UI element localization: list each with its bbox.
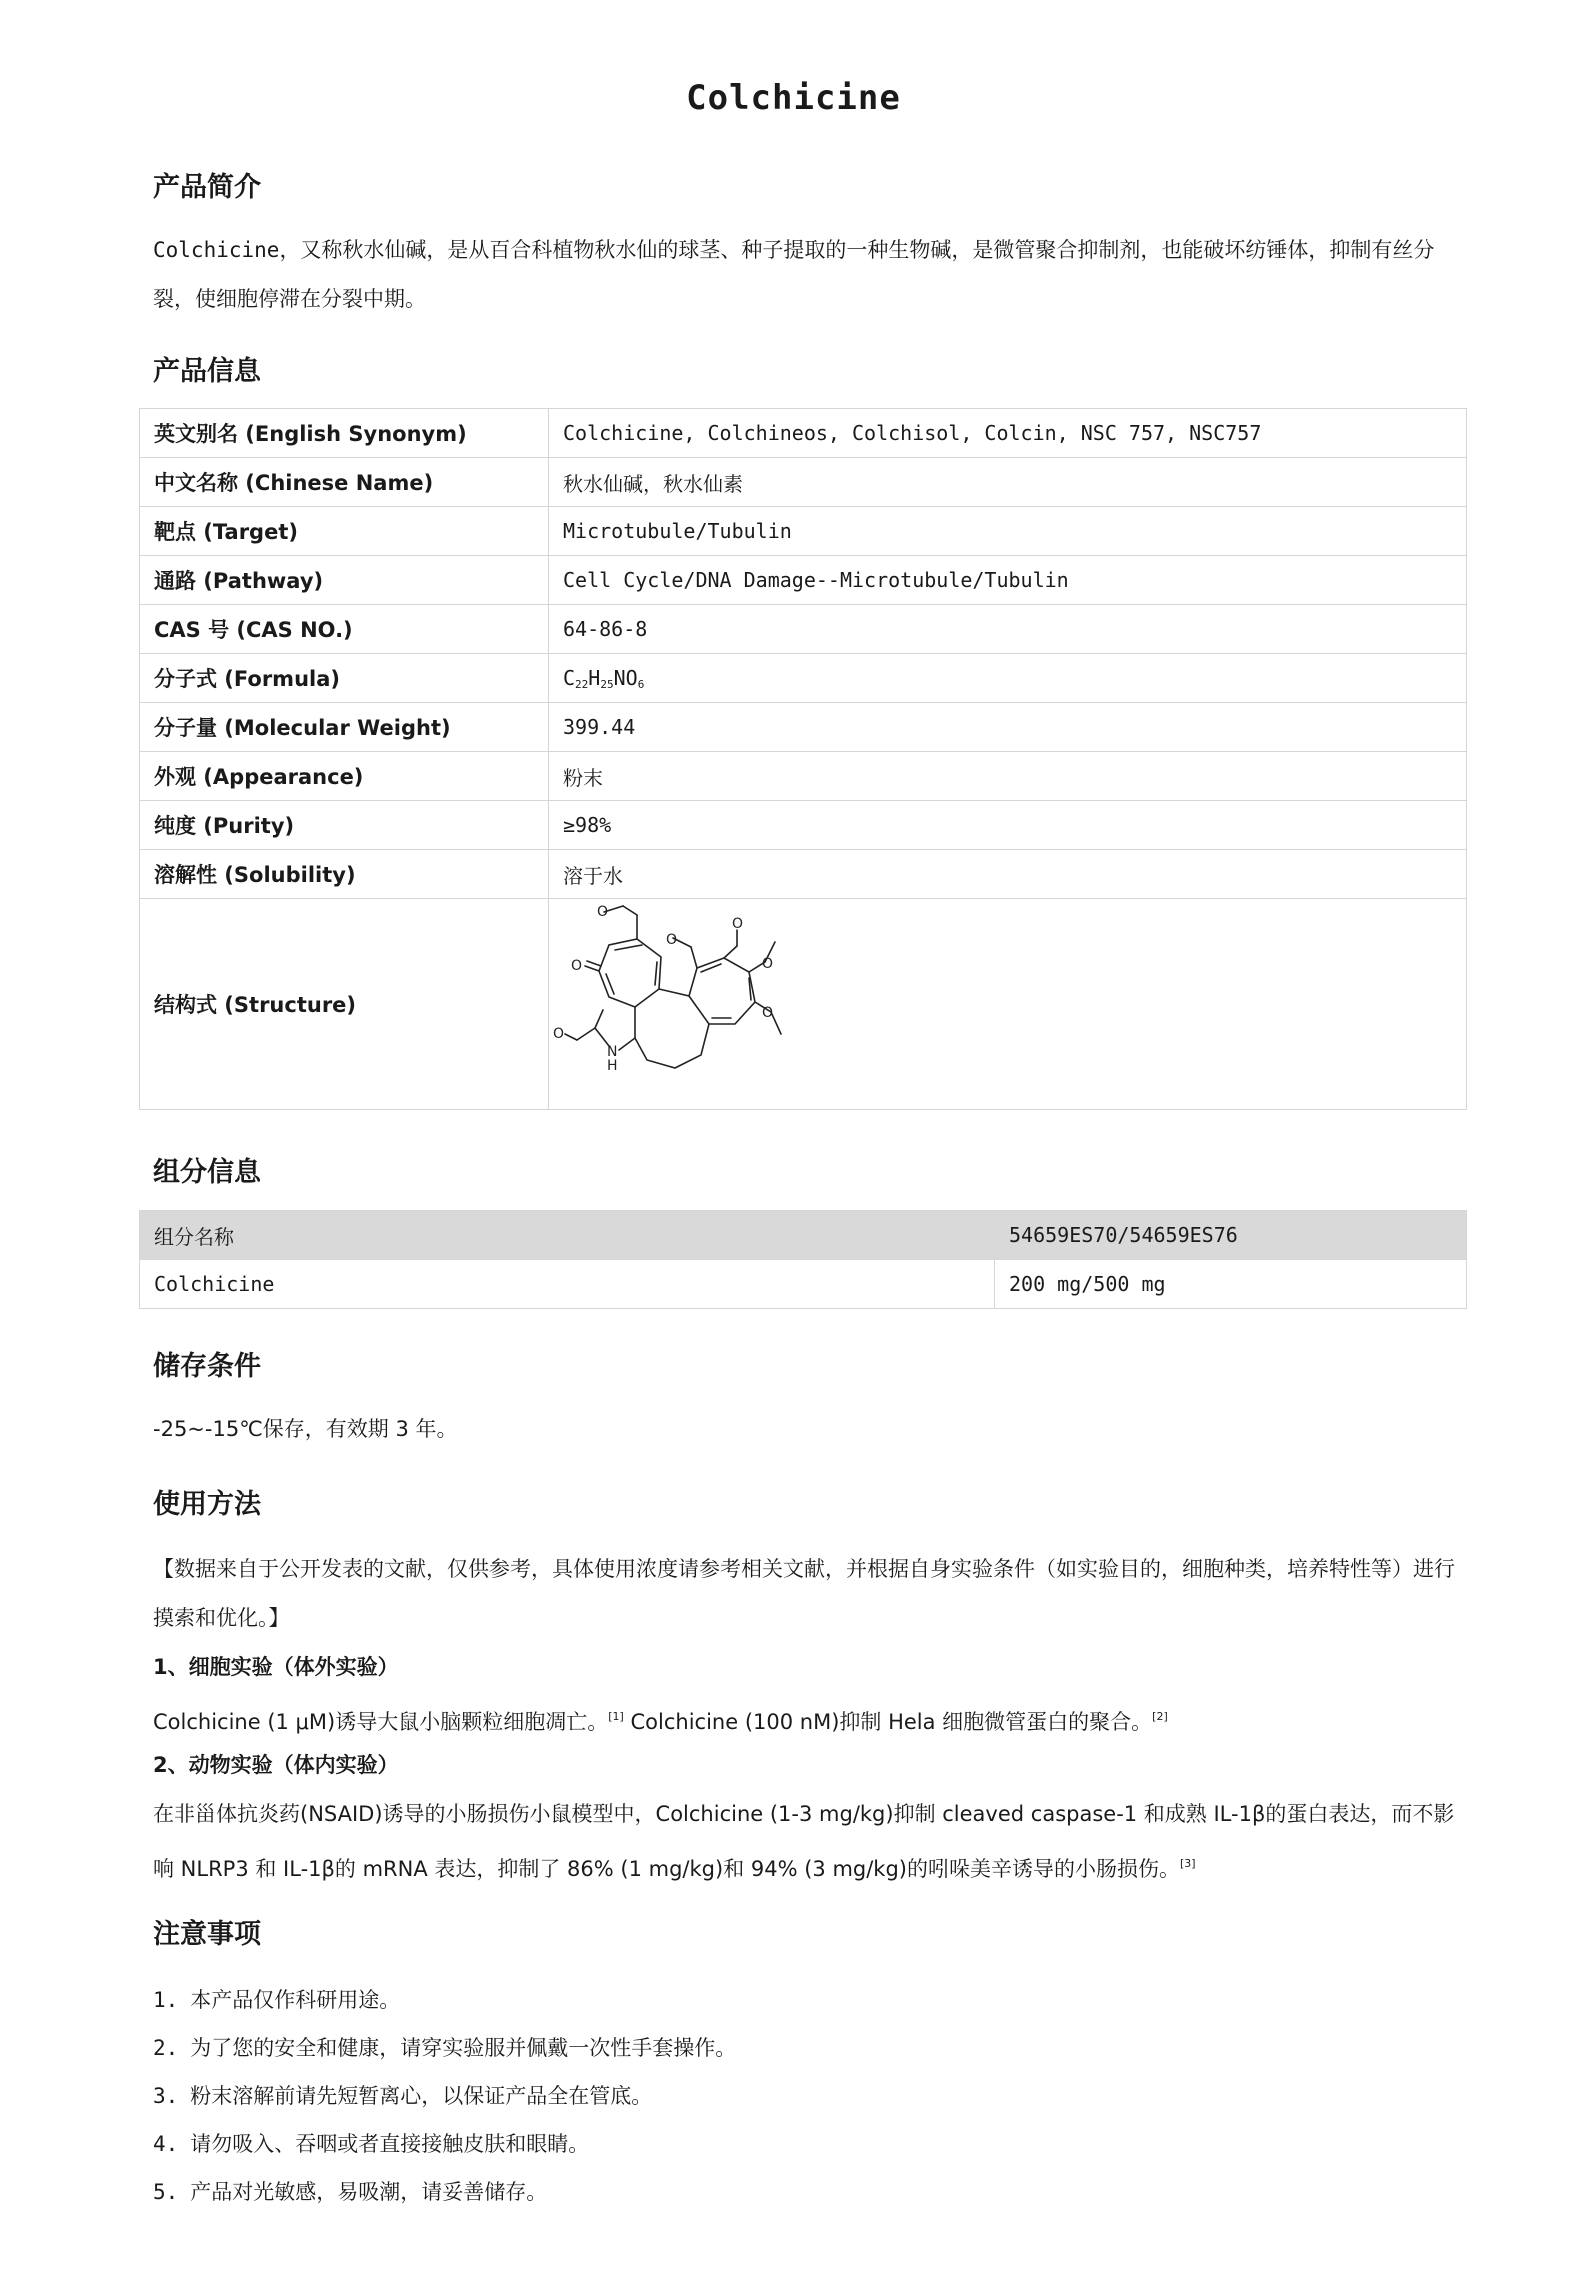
section-heading-usage: 使用方法 <box>153 1489 261 1520</box>
info-value: 秋水仙碱，秋水仙素 <box>549 458 1467 507</box>
info-key: 分子式 (Formula) <box>140 654 549 703</box>
atom-o-label: O <box>732 916 744 932</box>
section-heading-intro: 产品简介 <box>153 172 261 203</box>
column-header: 组分名称 <box>140 1211 995 1260</box>
info-key: CAS 号 (CAS NO.) <box>140 605 549 654</box>
atom-o-label: O <box>666 932 678 948</box>
list-item: 3. 粉末溶解前请先短暂离心，以保证产品全在管底。 <box>153 2084 653 2108</box>
usage-note: 【数据来自于公开发表的文献，仅供参考，具体使用浓度请参考相关文献，并根据自身实验条件（如实验目的，细胞种类，培养特性等）进行摸索和优化。】 <box>153 1557 1455 1630</box>
info-value: 溶于水 <box>549 850 1467 899</box>
usage-cell-experiment: Colchicine (1 μM)诱导大鼠小脑颗粒细胞凋亡。[1] Colchicine (100 nM)抑制 Hela 细胞微管蛋白的聚合。[2] <box>153 1710 1168 1734</box>
table-row <box>140 801 1467 850</box>
info-key: 外观 (Appearance) <box>140 752 549 801</box>
info-value: Cell Cycle/DNA Damage--Microtubule/Tubulin <box>549 556 1467 605</box>
document-title: Colchicine <box>686 78 901 118</box>
component-amount-cell: 200 mg/500 mg <box>995 1260 1467 1309</box>
components-table <box>139 1210 1467 1309</box>
product-info-table <box>139 408 1467 1110</box>
list-item: 1. 本产品仅作科研用途。 <box>153 1988 401 2012</box>
info-key: 纯度 (Purity) <box>140 801 549 850</box>
table-row <box>140 899 1467 1110</box>
info-key: 靶点 (Target) <box>140 507 549 556</box>
table-row <box>140 409 1467 458</box>
info-key: 英文别名 (English Synonym) <box>140 409 549 458</box>
reference-3: [3] <box>1180 1857 1196 1870</box>
atom-o-label: O <box>762 956 774 972</box>
table-row <box>140 850 1467 899</box>
table-row <box>140 458 1467 507</box>
info-value: 粉末 <box>549 752 1467 801</box>
usage-animal-experiment: 在非甾体抗炎药(NSAID)诱导的小肠损伤小鼠模型中，Colchicine (1-3 mg/kg)抑制 cleaved caspase-1 和成熟 IL-1β的蛋白表达，而不影响 NLRP3 和 IL-1β的 mRNA 表达，抑制了 86% (1 mg/kg)和 94% (3 mg/kg)的吲哚美辛诱导的小肠损伤。[3] <box>153 1802 1455 1881</box>
info-key: 通路 (Pathway) <box>140 556 549 605</box>
component-name-cell: Colchicine <box>140 1260 995 1309</box>
usage-subheading-cell: 1、细胞实验（体外实验） <box>153 1655 399 1679</box>
reference-1: [1] <box>608 1710 624 1723</box>
section-heading-components: 组分信息 <box>153 1157 261 1188</box>
notes-list <box>153 1976 736 2216</box>
table-row <box>140 605 1467 654</box>
table-header-row <box>140 1211 1467 1260</box>
intro-product-name: Colchicine <box>153 238 280 262</box>
info-value: 399.44 <box>549 703 1467 752</box>
table-row <box>140 556 1467 605</box>
table-row <box>140 752 1467 801</box>
atom-n-label: N <box>607 1044 618 1060</box>
info-value: Colchicine, Colchineos, Colchisol, Colcin, NSC 757, NSC757 <box>549 409 1467 458</box>
section-heading-product-info: 产品信息 <box>153 356 261 387</box>
table-row <box>140 703 1467 752</box>
table-row <box>140 1260 1467 1309</box>
list-item: 2. 为了您的安全和健康，请穿实验服并佩戴一次性手套操作。 <box>153 2036 737 2060</box>
list-item: 4. 请勿吸入、吞咽或者直接接触皮肤和眼睛。 <box>153 2132 590 2156</box>
colchicine-structure-diagram <box>549 900 879 1108</box>
atom-h-label: H <box>607 1058 618 1074</box>
intro-paragraph <box>153 226 1463 324</box>
table-row <box>140 507 1467 556</box>
table-row <box>140 654 1467 703</box>
section-heading-storage: 储存条件 <box>153 1351 261 1382</box>
info-value: 64-86-8 <box>549 605 1467 654</box>
section-heading-notes: 注意事项 <box>153 1919 261 1950</box>
info-key: 溶解性 (Solubility) <box>140 850 549 899</box>
info-value: Microtubule/Tubulin <box>549 507 1467 556</box>
column-header: 54659ES70/54659ES76 <box>995 1211 1467 1260</box>
intro-text: ，又称秋水仙碱，是从百合科植物秋水仙的球茎、种子提取的一种生物碱，是微管聚合抑制剂，也能破坏纺锤体，抑制有丝分裂，使细胞停滞在分裂中期。 <box>153 238 1435 311</box>
usage-subheading-animal: 2、动物实验（体内实验） <box>153 1753 399 1777</box>
structure-cell <box>549 899 1467 1110</box>
info-key: 分子量 (Molecular Weight) <box>140 703 549 752</box>
formula-value: $C_{22}H_{25}NO_6$ <box>549 654 1467 703</box>
atom-o-label: O <box>571 958 583 974</box>
atom-o-label: O <box>762 1005 774 1021</box>
storage-text: -25~-15℃保存，有效期 3 年。 <box>153 1417 458 1441</box>
info-key: 中文名称 (Chinese Name) <box>140 458 549 507</box>
atom-o-label: O <box>597 904 609 920</box>
info-key: 结构式 (Structure) <box>140 899 549 1110</box>
list-item: 5. 产品对光敏感，易吸潮，请妥善储存。 <box>153 2180 548 2204</box>
reference-2: [2] <box>1152 1710 1168 1723</box>
atom-o-label: O <box>553 1026 565 1042</box>
info-value: ≥98% <box>549 801 1467 850</box>
